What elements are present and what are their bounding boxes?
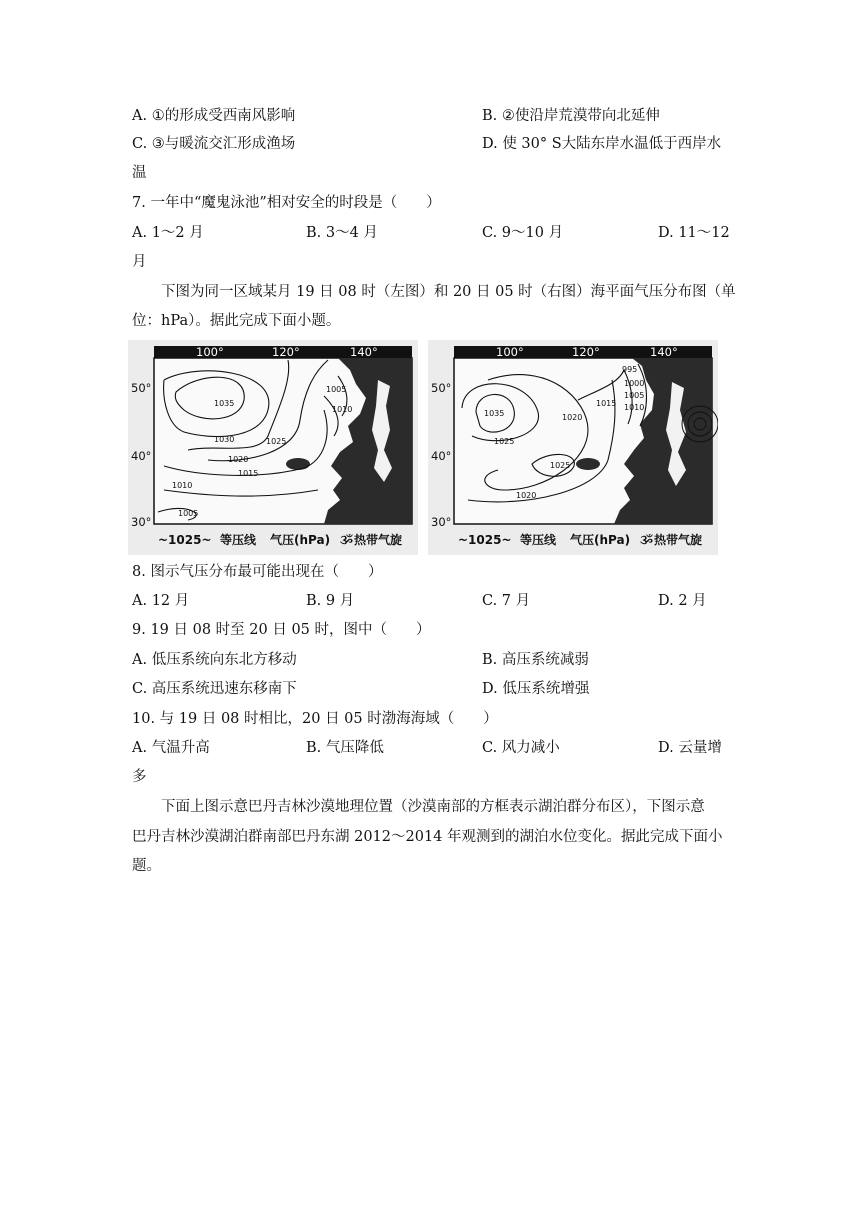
q7-option-b: B. 3～4 月 bbox=[306, 225, 378, 241]
q9-stem: 9. 19 日 08 时至 20 日 05 时，图中（ ） bbox=[132, 622, 431, 638]
legend-pressure-label: 气压(hPa) bbox=[270, 533, 331, 547]
lake-intro-line3: 题。 bbox=[132, 858, 161, 874]
right-isobar-label: 1015 bbox=[596, 399, 617, 408]
left-isobar-label: 1025 bbox=[266, 437, 287, 446]
q8-option-c: C. 7 月 bbox=[482, 593, 531, 609]
legend-isobar-sample: ~1025~ bbox=[458, 533, 512, 547]
cyclone-icon: ૐ bbox=[340, 533, 353, 547]
legend-cyclone-label: 热带气旋 bbox=[654, 533, 703, 547]
left-isobar-label: 1015 bbox=[238, 469, 259, 478]
left-isobar-label: 1010 bbox=[172, 481, 193, 490]
legend-isobar-label: 等压线 bbox=[520, 533, 557, 547]
q7-option-a: A. 1～2 月 bbox=[132, 225, 204, 241]
left-isobar-label: 1005 bbox=[178, 509, 199, 518]
q7-option-d: D. 11～12 bbox=[658, 225, 730, 241]
q8-option-a: A. 12 月 bbox=[132, 593, 190, 609]
right-isobar-label: 1005 bbox=[624, 391, 645, 400]
cyclone-icon: ૐ bbox=[640, 533, 653, 547]
q9-option-b: B. 高压系统减弱 bbox=[482, 652, 589, 668]
left-lon-label: 100° bbox=[196, 345, 224, 359]
left-isobar-label: 1010 bbox=[332, 405, 353, 414]
left-isobar-label: 1030 bbox=[214, 435, 235, 444]
right-isobar-label: 1025 bbox=[494, 437, 515, 446]
q9-option-d: D. 低压系统增强 bbox=[482, 681, 590, 697]
left-isobar-label: 1035 bbox=[214, 399, 235, 408]
pressure-intro-line1: 下图为同一区域某月 19 日 08 时（左图）和 20 日 05 时（右图）海平面气压分布图（单 bbox=[161, 284, 736, 300]
q10-option-b: B. 气压降低 bbox=[306, 740, 384, 756]
lake-intro-line2: 巴丹吉林沙漠湖泊群南部巴丹东湖 2012～2014 年观测到的湖泊水位变化。据此完成下面小 bbox=[132, 829, 723, 845]
left-lat-label: 40° bbox=[131, 449, 152, 463]
q6-option-d: D. 使 30° S大陆东岸水温低于西岸水 bbox=[482, 136, 722, 152]
right-isobar-label: 995 bbox=[622, 365, 638, 374]
q8-stem: 8. 图示气压分布最可能出现在（ ） bbox=[132, 564, 383, 580]
q8-option-d: D. 2 月 bbox=[658, 593, 707, 609]
q10-option-d: D. 云量增 bbox=[658, 740, 722, 756]
right-isobar-label: 1020 bbox=[562, 413, 583, 422]
q6-option-a: A. ①的形成受西南风影响 bbox=[132, 108, 296, 124]
lake-intro-line1: 下面上图示意巴丹吉林沙漠地理位置（沙漠南部的方框表示湖泊群分布区），下图示意 bbox=[161, 799, 705, 815]
q10-stem: 10. 与 19 日 08 时相比，20 日 05 时渤海海域（ ） bbox=[132, 711, 498, 727]
right-lon-label: 100° bbox=[496, 345, 524, 359]
right-isobar-label: 1020 bbox=[516, 491, 537, 500]
left-isobar-label: 1005 bbox=[326, 385, 347, 394]
right-isobar-label: 1000 bbox=[624, 379, 645, 388]
left-lat-label: 30° bbox=[131, 515, 152, 529]
left-isobar-label: 1020 bbox=[228, 455, 249, 464]
q10-option-c: C. 风力减小 bbox=[482, 740, 560, 756]
right-pressure-map bbox=[428, 340, 718, 555]
right-isobar-label: 1010 bbox=[624, 403, 645, 412]
right-lat-label: 50° bbox=[431, 381, 452, 395]
right-lon-label: 140° bbox=[650, 345, 678, 359]
q7-option-c: C. 9～10 月 bbox=[482, 225, 564, 241]
right-isobar-label: 1025 bbox=[550, 461, 571, 470]
q6-option-d-continued: 温 bbox=[132, 165, 147, 181]
q7-stem: 7. 一年中“魔鬼泳池”相对安全的时段是（ ） bbox=[132, 195, 441, 211]
q10-option-a: A. 气温升高 bbox=[132, 740, 210, 756]
q7-option-d-continued: 月 bbox=[132, 254, 147, 270]
right-lat-label: 40° bbox=[431, 449, 452, 463]
left-lon-label: 140° bbox=[350, 345, 378, 359]
legend-cyclone-label: 热带气旋 bbox=[354, 533, 403, 547]
q10-option-d-continued: 多 bbox=[132, 769, 147, 785]
legend-pressure-label: 气压(hPa) bbox=[570, 533, 631, 547]
q6-option-c: C. ③与暖流交汇形成渔场 bbox=[132, 136, 296, 152]
left-lat-label: 50° bbox=[131, 381, 152, 395]
right-lon-label: 120° bbox=[572, 345, 600, 359]
legend-isobar-sample: ~1025~ bbox=[158, 533, 212, 547]
left-lon-label: 120° bbox=[272, 345, 300, 359]
q9-option-c: C. 高压系统迅速东移南下 bbox=[132, 681, 297, 697]
pressure-intro-line2: 位：hPa）。据此完成下面小题。 bbox=[132, 313, 341, 329]
q6-option-b: B. ②使沿岸荒漠带向北延伸 bbox=[482, 108, 660, 124]
q8-option-b: B. 9 月 bbox=[306, 593, 355, 609]
right-lat-label: 30° bbox=[431, 515, 452, 529]
pressure-maps-figure bbox=[128, 340, 728, 555]
legend-isobar-label: 等压线 bbox=[220, 533, 257, 547]
right-isobar-label: 1035 bbox=[484, 409, 505, 418]
q9-option-a: A. 低压系统向东北方移动 bbox=[132, 652, 297, 668]
left-pressure-map bbox=[128, 340, 418, 555]
